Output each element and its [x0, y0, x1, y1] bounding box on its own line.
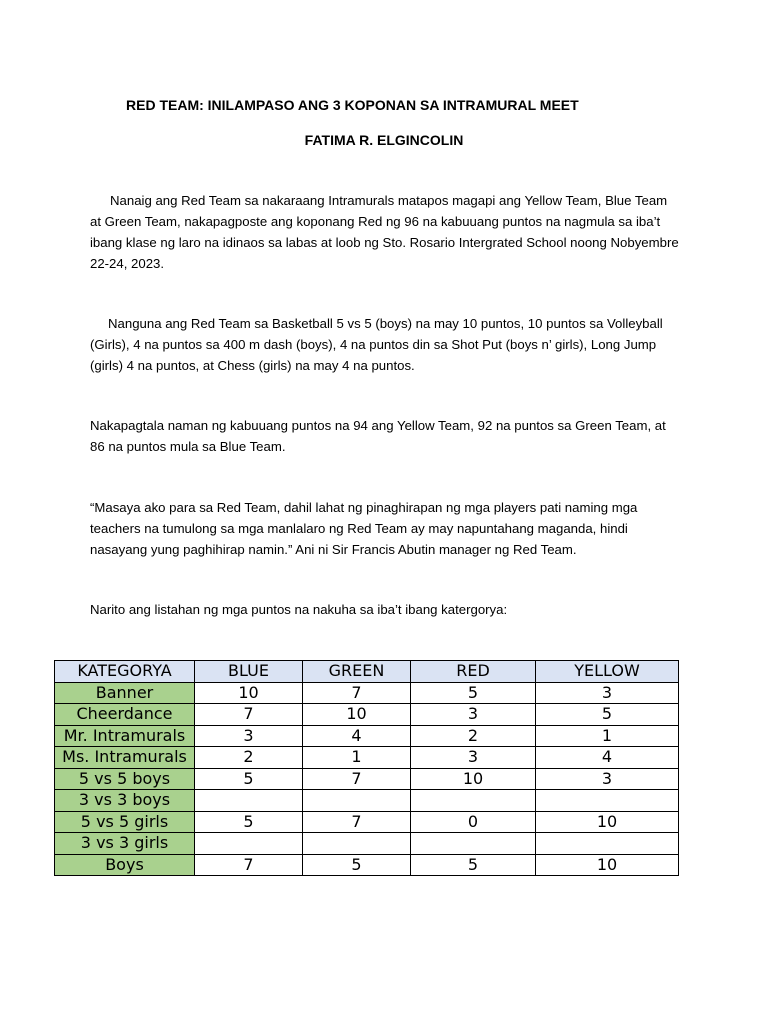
table-row — [55, 790, 679, 812]
paragraph-2-text: Nanguna ang Red Team sa Basketball 5 vs 5 (boys) na may 10 puntos, 10 puntos sa Volleyball (Girls), 4 na puntos sa 400 m dash (boys), 4 na puntos din sa Shot Put (boys n’ girls), Long Jump (girls) 4 na puntos, at Chess (girls) na may 4 na puntos. — [90, 316, 663, 373]
yellow-cell: 4 — [536, 747, 679, 769]
red-cell — [411, 833, 536, 855]
green-cell: 1 — [303, 747, 411, 769]
category-cell: Mr. Intramurals — [55, 725, 195, 747]
table-row — [55, 682, 679, 704]
green-cell — [303, 833, 411, 855]
red-cell: 2 — [411, 725, 536, 747]
green-cell: 10 — [303, 704, 411, 726]
category-cell: 3 vs 3 boys — [55, 790, 195, 812]
header-category: KATEGORYA — [55, 661, 195, 683]
green-cell: 7 — [303, 682, 411, 704]
red-cell — [411, 790, 536, 812]
header-blue: BLUE — [195, 661, 303, 683]
category-cell: Ms. Intramurals — [55, 747, 195, 769]
yellow-cell: 3 — [536, 768, 679, 790]
category-cell: Cheerdance — [55, 704, 195, 726]
article-title: RED TEAM: INILAMPASO ANG 3 KOPONAN SA INTRAMURAL MEET — [126, 97, 579, 113]
table-row — [55, 854, 679, 876]
green-cell — [303, 790, 411, 812]
category-cell: 5 vs 5 boys — [55, 768, 195, 790]
paragraph-3: Nakapagtala naman ng kabuuang puntos na 94 ang Yellow Team, 92 na puntos sa Green Team, at 86 na puntos mula sa Blue Team. — [90, 418, 666, 454]
table-row — [55, 768, 679, 790]
category-cell: 5 vs 5 girls — [55, 811, 195, 833]
yellow-cell — [536, 790, 679, 812]
paragraph-4: “Masaya ako para sa Red Team, dahil lahat ng pinaghirapan ng mga players pati naming mga teachers na tumulong sa mga manlalaro ng Red Team ay may napuntahang maganda, hindi nasayang yung paghihirap namin.” Ani ni Sir Francis Abutin manager ng Red Team. — [90, 500, 638, 557]
paragraph-1-text: Nanaig ang Red Team sa nakaraang Intramurals matapos magapi ang Yellow Team, Blue Team at Green Team, nakapagposte ang koponang Red ng 96 na kabuuang puntos na nagmula sa iba’t ibang klase ng laro na idinaos sa labas at loob ng Sto. Rosario Intergrated School noong Nobyembre 22-24, 2023. — [90, 193, 679, 271]
blue-cell: 5 — [195, 768, 303, 790]
red-cell: 3 — [411, 704, 536, 726]
yellow-cell — [536, 833, 679, 855]
green-cell: 4 — [303, 725, 411, 747]
blue-cell: 7 — [195, 704, 303, 726]
green-cell: 5 — [303, 854, 411, 876]
category-cell: 3 vs 3 girls — [55, 833, 195, 855]
blue-cell: 7 — [195, 854, 303, 876]
yellow-cell: 10 — [536, 811, 679, 833]
red-cell: 5 — [411, 682, 536, 704]
paragraph-5: Narito ang listahan ng mga puntos na nakuha sa iba’t ibang katergorya: — [90, 602, 508, 617]
yellow-cell: 3 — [536, 682, 679, 704]
blue-cell: 10 — [195, 682, 303, 704]
category-cell: Boys — [55, 854, 195, 876]
paragraph-2 — [90, 313, 680, 376]
header-green: GREEN — [303, 661, 411, 683]
blue-cell: 5 — [195, 811, 303, 833]
header-yellow: YELLOW — [536, 661, 679, 683]
header-red: RED — [411, 661, 536, 683]
category-cell: Banner — [55, 682, 195, 704]
table-row — [55, 811, 679, 833]
article-author: FATIMA R. ELGINCOLIN — [304, 132, 464, 148]
paragraph-1 — [90, 190, 680, 274]
red-cell: 3 — [411, 747, 536, 769]
score-table — [54, 660, 679, 876]
blue-cell: 3 — [195, 725, 303, 747]
yellow-cell: 5 — [536, 704, 679, 726]
table-row — [55, 833, 679, 855]
blue-cell: 2 — [195, 747, 303, 769]
yellow-cell: 1 — [536, 725, 679, 747]
table-row — [55, 747, 679, 769]
table-row — [55, 725, 679, 747]
green-cell: 7 — [303, 811, 411, 833]
red-cell: 5 — [411, 854, 536, 876]
yellow-cell: 10 — [536, 854, 679, 876]
blue-cell — [195, 790, 303, 812]
table-header-row — [55, 661, 679, 683]
table-row — [55, 704, 679, 726]
blue-cell — [195, 833, 303, 855]
red-cell: 0 — [411, 811, 536, 833]
green-cell: 7 — [303, 768, 411, 790]
red-cell: 10 — [411, 768, 536, 790]
